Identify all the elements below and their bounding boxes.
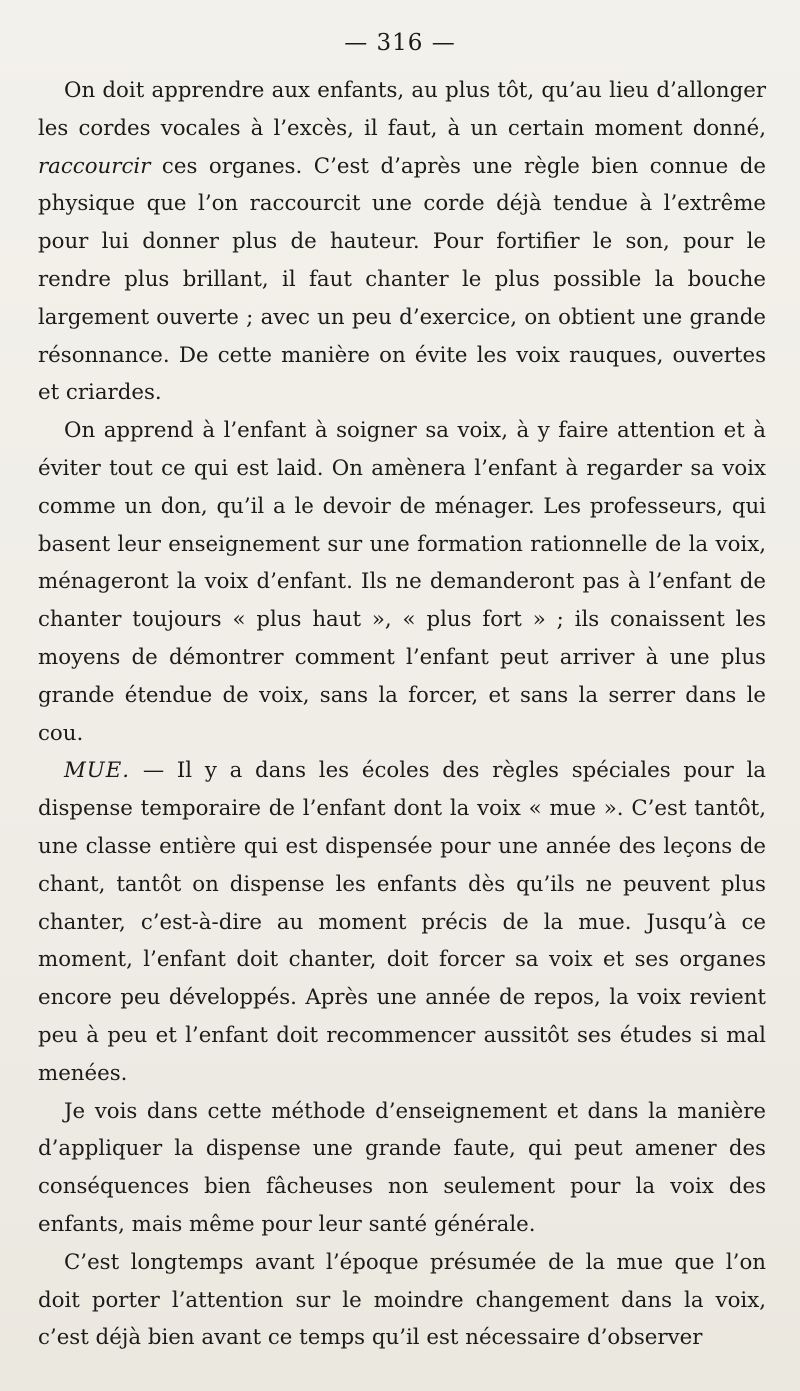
paragraph-text-end: ces organes. C’est d’après une règle bien connue de physique que l’on raccourcit une corde déjà tendue à l’extrême pour lui donner plus de hauteur. Pour fortifier le son, pour le rendre plus brillant, il faut chanter le plus possible la bouche largement ouverte ; avec un peu d’exercice, on obtient une grande résonnance. De cette manière on évite les voix rauques, ouvertes et criardes. [38, 153, 766, 406]
paragraph-longtemps: C’est longtemps avant l’époque présumée de la mue que l’on doit porter l’attention sur le moindre changement dans la voix, c’est déjà bien avant ce temps qu’il est nécessaire d’observer [38, 1249, 766, 1351]
paragraph-text-start: On doit apprendre aux enfants, au plus tôt, qu’au lieu d’allonger les cordes vocales à l’excès, il faut, à un certain moment donné, [38, 78, 766, 141]
italic-word-raccourcir: raccourcir [38, 153, 151, 179]
body-text [38, 72, 766, 1357]
paragraph-methode: Je vois dans cette méthode d’enseignement et dans la manière d’appliquer la dispense une grande faute, qui peut amener des conséquences bien fâcheuses non seulement pour la voix des enfants, mais même pour leur santé générale. [38, 1098, 766, 1237]
paragraph-mue [38, 752, 766, 1092]
section-label-mue: MUE. [64, 758, 131, 784]
paragraph-mue-text: — Il y a dans les écoles des règles spéciales pour la dispense temporaire de l’enfant dont la voix « mue ». C’est tantôt, une classe entière qui est dispensée pour une année des leçons de chant, tantôt on dispense les enfants dès qu’ils ne peuvent plus chanter, c’est-à-dire au moment précis de la mue. Jusqu’à ce moment, l’enfant doit chanter, doit forcer sa voix et ses organes encore peu développés. Après une année de repos, la voix revient peu à peu et l’enfant doit recommencer aussitôt ses études si mal menées. [38, 758, 766, 1086]
page-number: — 316 — [344, 30, 456, 56]
paragraph-cordes-vocales [38, 72, 766, 412]
paragraph-soigner-voix: On apprend à l’enfant à soigner sa voix, à y faire attention et à éviter tout ce qui est laid. On amènera l’enfant à regarder sa voix comme un don, qu’il a le devoir de ménager. Les professeurs, qui basent leur enseignement sur une formation rationnelle de la voix, ménageront la voix d’enfant. Ils ne demanderont pas à l’enfant de chanter toujours « plus haut », « plus fort » ; ils conaissent les moyens de démontrer comment l’enfant peut arriver à une plus grande étendue de voix, sans la forcer, et sans la serrer dans le cou. [38, 418, 766, 746]
